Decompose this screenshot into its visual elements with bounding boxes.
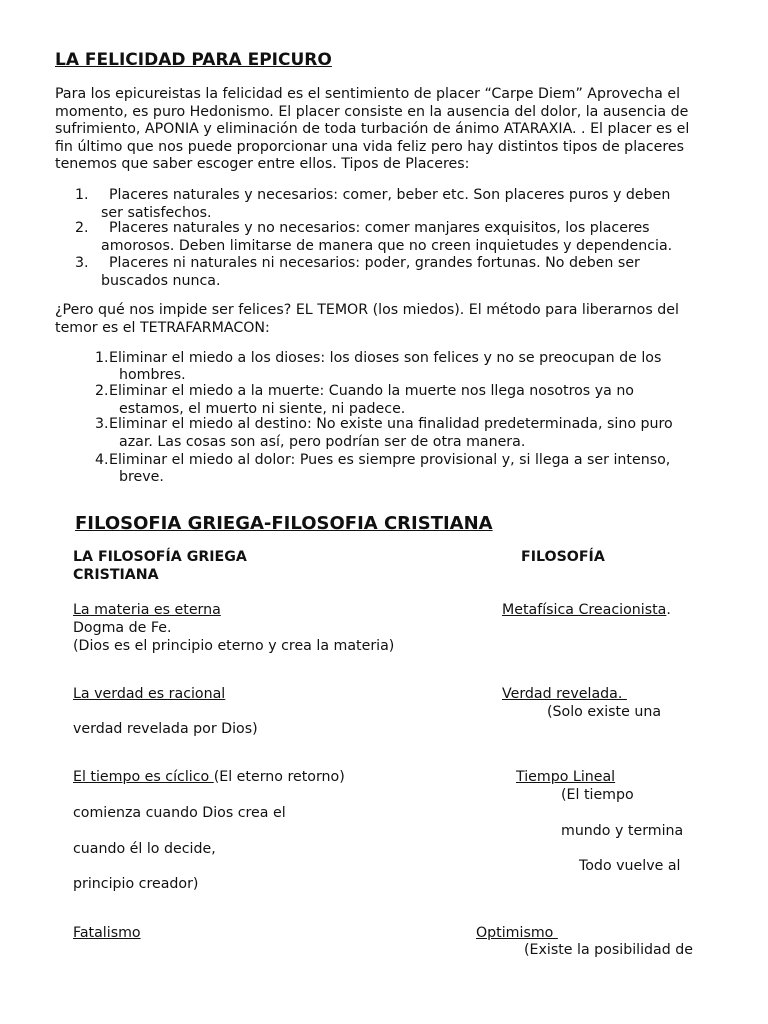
col-right-header: FILOSOFÍA xyxy=(521,549,605,565)
col-left-header: LA FILOSOFÍA GRIEGA xyxy=(73,549,247,565)
list-number: 4. xyxy=(95,452,109,468)
row-left-verdad: La verdad es racional xyxy=(73,686,226,702)
row-right-materia-label: Metafísica Creacionista xyxy=(502,602,667,618)
list-item-text: Placeres naturales y necesarios: comer, beber etc. Son placeres puros y deben xyxy=(109,187,671,203)
list-item-text: azar. Las cosas son así, pero podrían ser de otra manera. xyxy=(119,434,526,450)
intro-line: momento, es puro Hedonismo. El placer consiste en la ausencia del dolor, la ausencia de xyxy=(55,103,689,120)
row-right-optimismo: Optimismo xyxy=(476,925,558,941)
section-title-filosofia: FILOSOFIA GRIEGA-FILOSOFIA CRISTIANA xyxy=(75,513,493,534)
row-left-fatalismo: Fatalismo xyxy=(73,925,141,941)
list-item-text: Eliminar el miedo a los dioses: los dioses son felices y no se preocupan de los xyxy=(109,350,662,366)
col-right-header-cont: CRISTIANA xyxy=(73,567,159,583)
intro-line: fin último que nos puede proporcionar una vida feliz pero hay distintos tipos de placeres xyxy=(55,138,684,155)
row-cont-text: principio creador) xyxy=(73,876,199,892)
row-right-materia-punct: . xyxy=(666,602,671,618)
list-number: 2. xyxy=(75,220,89,236)
list-number: 1. xyxy=(95,350,109,366)
row-cont-text: (Dios es el principio eterno y crea la materia) xyxy=(73,638,395,654)
intro-paragraph xyxy=(55,86,705,174)
row-cont-text: comienza cuando Dios crea el xyxy=(73,805,286,821)
row-cont-text: mundo y termina xyxy=(561,823,684,839)
section-title-epicuro: LA FELICIDAD PARA EPICURO xyxy=(55,50,332,70)
list-item-text: ser satisfechos. xyxy=(101,205,212,221)
row-right-verdad: Verdad revelada. xyxy=(502,686,627,702)
list-item-text: Placeres ni naturales ni necesarios: poder, grandes fortunas. No deben ser xyxy=(109,255,640,271)
row-cont-text: (Existe la posibilidad de xyxy=(524,942,693,958)
list-item-text: hombres. xyxy=(119,367,186,383)
row-cont-text: cuando él lo decide, xyxy=(73,841,216,857)
temor-paragraph xyxy=(55,302,705,337)
row-cont-text: Dogma de Fe. xyxy=(73,620,172,636)
list-number: 3. xyxy=(75,255,89,271)
row-left-tiempo-label: El tiempo es cíclico xyxy=(73,769,214,785)
row-left-tiempo xyxy=(73,769,345,787)
intro-line: sufrimiento, APONIA y eliminación de toda turbación de ánimo ATARAXIA. . El placer es el xyxy=(55,121,690,138)
list-item-text: estamos, el muerto ni siente, ni padece. xyxy=(119,401,406,417)
list-number: 1. xyxy=(75,187,89,203)
intro-line: Para los epicureistas la felicidad es el sentimiento de placer “Carpe Diem” Aprovecha el xyxy=(55,86,681,102)
row-right-materia xyxy=(502,602,671,620)
row-cont-text: (Solo existe una xyxy=(547,704,662,720)
list-item-text: amorosos. Deben limitarse de manera que no creen inquietudes y dependencia. xyxy=(101,238,673,254)
row-right-tiempo: Tiempo Lineal xyxy=(516,769,616,785)
list-number: 3. xyxy=(95,416,109,432)
row-cont-text: Todo vuelve al xyxy=(579,858,681,874)
list-item-text: Placeres naturales y no necesarios: comer manjares exquisitos, los placeres xyxy=(109,220,650,236)
list-item-text: buscados nunca. xyxy=(101,273,221,289)
row-left-tiempo-note: (El eterno retorno) xyxy=(213,769,345,785)
list-item-text: Eliminar el miedo al dolor: Pues es siempre provisional y, si llega a ser intenso, xyxy=(109,452,671,468)
intro-line: tenemos que saber escoger entre ellos. Tipos de Placeres: xyxy=(55,156,470,173)
row-cont-text: verdad revelada por Dios) xyxy=(73,721,258,737)
list-item-text: Eliminar el miedo a la muerte: Cuando la muerte nos llega nosotros ya no xyxy=(109,383,634,399)
list-item-text: Eliminar el miedo al destino: No existe una finalidad predeterminada, sino puro xyxy=(109,416,673,432)
row-cont-text: (El tiempo xyxy=(561,787,634,803)
row-left-materia: La materia es eterna xyxy=(73,602,221,618)
list-number: 2. xyxy=(95,383,109,399)
list-item-text: breve. xyxy=(119,469,164,485)
temor-line: ¿Pero qué nos impide ser felices? EL TEMOR (los miedos). El método para liberarnos del xyxy=(55,302,679,318)
temor-line: temor es el TETRAFARMACON: xyxy=(55,319,270,336)
